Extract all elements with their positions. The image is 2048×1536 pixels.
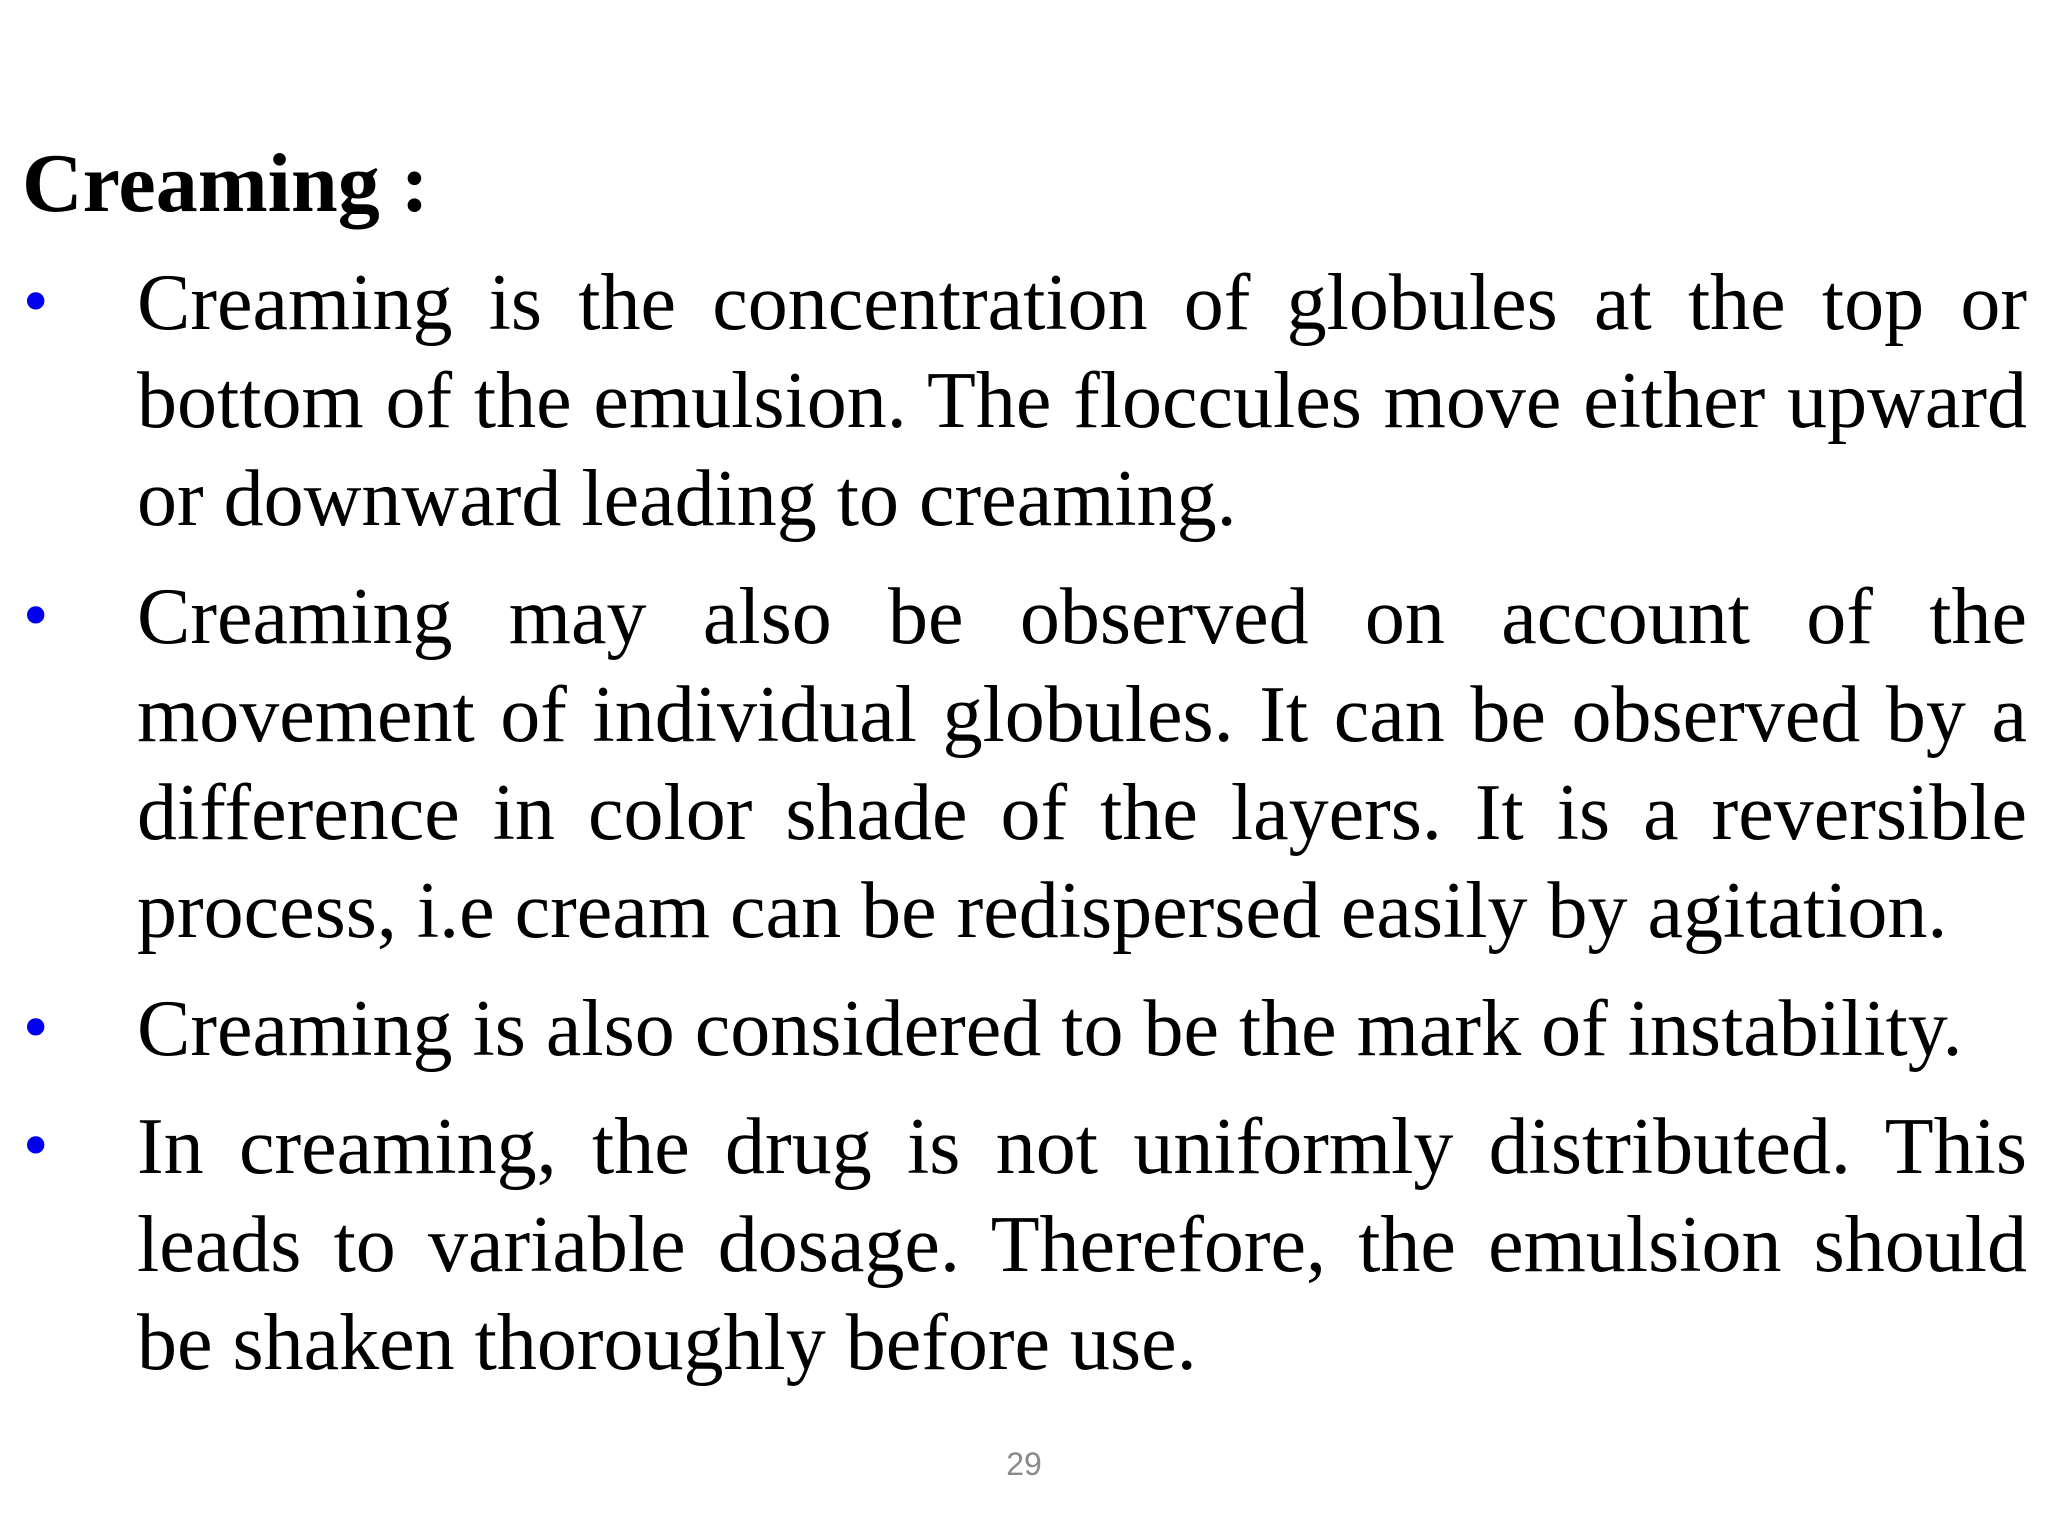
bullet-text: Creaming is the concentration of globules at the top or bottom of the emulsion. The floccules move either upward or downward leading to creaming. (137, 259, 2027, 543)
bullet-text: Creaming is also considered to be the mark of instability. (137, 985, 1963, 1073)
bullet-icon: • (18, 1112, 54, 1182)
page-number: 29 (1006, 1446, 1042, 1482)
bullet-item (0, 980, 2048, 1078)
bullet-list (0, 254, 2048, 1412)
slide-heading: Creaming : (22, 137, 429, 230)
bullet-item (0, 254, 2048, 548)
bullet-icon: • (18, 582, 54, 652)
bullet-text: Creaming may also be observed on account of the movement of individual globules. It can be observed by a difference in color shade of the layers. It is a reversible process, i.e cream can be redispersed easily by agitation. (137, 573, 2027, 955)
bullet-icon: • (18, 268, 54, 338)
bullet-item (0, 1098, 2048, 1392)
bullet-text: In creaming, the drug is not uniformly distributed. This leads to variable dosage. Therefore, the emulsion should be shaken thoroughly before use. (137, 1103, 2027, 1387)
bullet-icon: • (18, 994, 54, 1064)
bullet-item (0, 568, 2048, 960)
